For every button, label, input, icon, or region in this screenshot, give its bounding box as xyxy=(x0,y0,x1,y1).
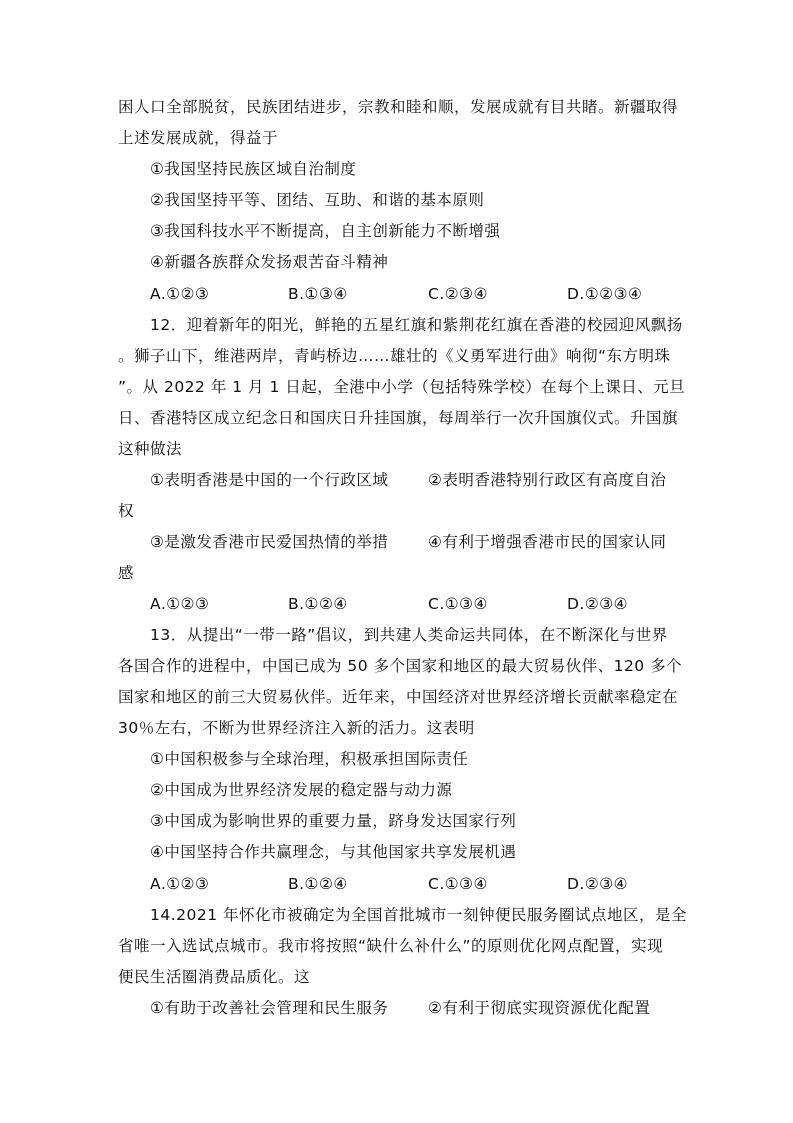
q11-option-a: A.①②③ xyxy=(150,285,210,303)
q12-option-c: C.①③④ xyxy=(428,595,488,613)
q12-item: ④有利于增强香港市民的国家认同 xyxy=(428,533,667,551)
q14-item: ①有助于改善社会管理和民生服务 xyxy=(150,999,389,1017)
q11-stem-line: 困人口全部脱贫，民族团结进步，宗教和睦和顺，发展成就有目共睹。新疆取得 xyxy=(118,98,679,116)
q13-option-a: A.①②③ xyxy=(150,875,210,893)
q12-stem-line: 。狮子山下，维港两岸，青屿桥边……雄壮的《义勇军进行曲》响彻“东方明珠 xyxy=(118,347,671,365)
q11-item: ①我国坚持民族区域自治制度 xyxy=(150,160,357,178)
q14-stem-line: 14.2021 年怀化市被确定为全国首批城市一刻钟便民服务圈试点地区，是全 xyxy=(150,906,688,924)
q14-stem-line: 便民生活圈消费品质化。这 xyxy=(118,968,311,986)
q13-item: ④中国坚持合作共赢理念，与其他国家共享发展机遇 xyxy=(150,843,517,861)
q13-stem-line: 国家和地区的前三大贸易伙伴。近年来，中国经济对世界经济增长贡献率稳定在 xyxy=(118,688,679,706)
q13-option-d: D.②③④ xyxy=(567,875,629,893)
q13-option-b: B.①②④ xyxy=(288,875,348,893)
q12-item: ②表明香港特别行政区有高度自治 xyxy=(428,471,667,489)
q13-stem-line: 13．从提出“一带一路”倡议，到共建人类命运共同体，在不断深化与世界 xyxy=(150,626,668,644)
q13-stem-line: 各国合作的进程中，中国已成为 50 多个国家和地区的最大贸易伙伴、120 多个 xyxy=(118,657,683,675)
q13-item: ①中国积极参与全球治理，积极承担国际责任 xyxy=(150,750,469,768)
q12-stem-line: 这种做法 xyxy=(118,440,183,458)
q12-stem-line: 12．迎着新年的阳光，鲜艳的五星红旗和紫荆花红旗在香港的校园迎风飘扬 xyxy=(150,316,683,334)
q12-item: ③是激发香港市民爱国热情的举措 xyxy=(150,533,389,551)
q11-option-d: D.①②③④ xyxy=(567,285,643,303)
q14-stem-line: 省唯一入选试点城市。我市将按照“缺什么补什么”的原则优化网点配置，实现 xyxy=(118,937,664,955)
q11-item: ②我国坚持平等、团结、互助、和谐的基本原则 xyxy=(150,191,485,209)
q11-option-b: B.①③④ xyxy=(288,285,348,303)
q12-item-continuation: 感 xyxy=(118,564,135,582)
q14-item: ②有利于彻底实现资源优化配置 xyxy=(428,999,651,1017)
q11-item: ④新疆各族群众发扬艰苦奋斗精神 xyxy=(150,253,389,271)
q11-stem-line: 上述发展成就，得益于 xyxy=(118,129,279,147)
q11-item: ③我国科技水平不断提高，自主创新能力不断增强 xyxy=(150,222,501,240)
q12-option-d: D.②③④ xyxy=(567,595,629,613)
q12-stem-line: ”。从 2022 年 1 月 1 日起，全港中小学（包括特殊学校）在每个上课日、元旦 xyxy=(118,378,686,396)
q12-option-a: A.①②③ xyxy=(150,595,210,613)
q12-item-continuation: 权 xyxy=(118,502,135,520)
q13-item: ③中国成为影响世界的重要力量，跻身发达国家行列 xyxy=(150,812,517,830)
q12-option-b: B.①②④ xyxy=(288,595,348,613)
q13-item: ②中国成为世界经济发展的稳定器与动力源 xyxy=(150,781,453,799)
q12-stem-line: 日、香港特区成立纪念日和国庆日升挂国旗，每周举行一次升国旗仪式。升国旗 xyxy=(118,409,679,427)
q12-item: ①表明香港是中国的一个行政区域 xyxy=(150,471,389,489)
q13-option-c: C.①③④ xyxy=(428,875,488,893)
q11-option-c: C.②③④ xyxy=(428,285,488,303)
q13-stem-line: 30％左右，不断为世界经济注入新的活力。这表明 xyxy=(118,719,475,737)
